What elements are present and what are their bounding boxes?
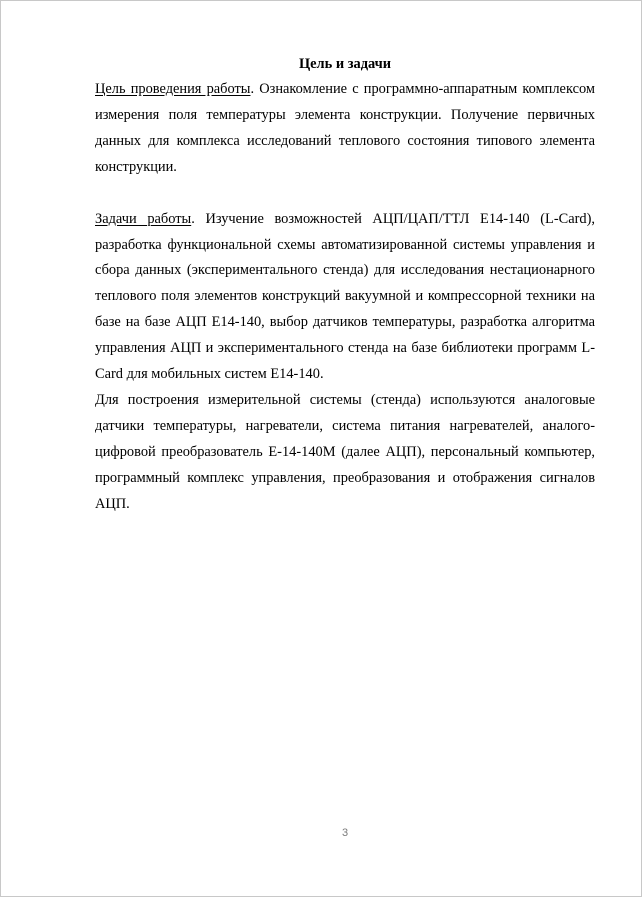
page-content [95, 51, 595, 518]
section-title: Цель и задачи [298, 56, 392, 72]
construction-paragraph: Для построения измерительной системы (стенда) используются аналоговые датчики температуры, нагреватели, система питания нагревателей, аналого-цифровой преобразователь Е-14-140М (далее АЦП), персональный компьютер, программный комплекс управления, преобразования и отображения сигналов АЦП. [95, 391, 595, 512]
goal-text: . Ознакомление с программно-аппаратным комплексом измерения поля температуры элемента конструкции. Получение первичных данных для комплекса исследований теплового состояния типового элемента конструкции. [95, 81, 595, 175]
tasks-text: . Изучение возможностей АЦП/ЦАП/ТТЛ E14-140 (L-Card), разработка функциональной схемы автоматизированной системы управления и сбора данных (экспериментального стенда) для исследования нестационарного теплового поля элементов конструкций вакуумной и компрессорной техники на базе на базе АЦП E14-140, выбор датчиков температуры, разработка алгоритма управления АЦП и экспериментального стенда на базе библиотеки программ L-Card для мобильных систем E14-140. [95, 210, 595, 383]
paragraph-spacer [95, 181, 595, 207]
tasks-paragraph [95, 207, 595, 388]
tasks-label: Задачи работы [95, 210, 192, 227]
page-number: 3 [341, 827, 349, 839]
goal-label: Цель проведения работы [95, 81, 251, 97]
goal-paragraph [95, 77, 595, 181]
